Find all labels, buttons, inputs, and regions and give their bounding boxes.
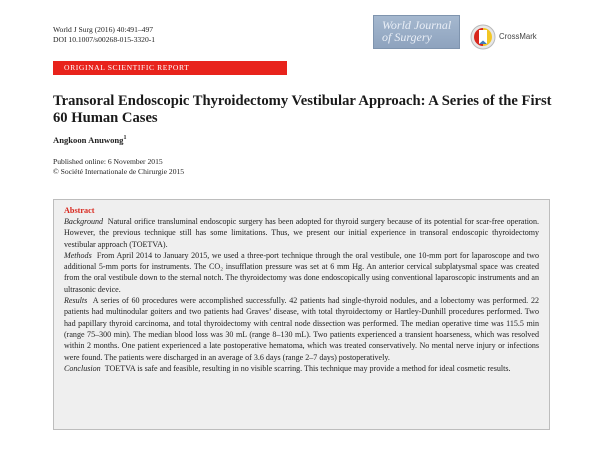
- article-type-banner: ORIGINAL SCIENTIFIC REPORT: [53, 61, 287, 75]
- published-date: Published online: 6 November 2015: [53, 157, 163, 166]
- copyright-line: © Société Internationale de Chirurgie 2015: [53, 167, 185, 176]
- citation-block: [53, 25, 155, 45]
- article-title: Transoral Endoscopic Thyroidectomy Vestibular Approach: A Series of the First 60 Human Cases: [53, 93, 552, 126]
- abstract-conclusion: [64, 363, 539, 374]
- crossmark-icon: [470, 24, 496, 50]
- crossmark-label: CrossMark: [499, 32, 537, 41]
- conclusion-label: Conclusion: [64, 363, 101, 373]
- abstract-methods: [64, 250, 539, 295]
- journal-citation: World J Surg (2016) 40:491–497: [53, 25, 154, 34]
- author-line: [53, 135, 126, 145]
- abstract-heading: Abstract: [64, 206, 95, 215]
- journal-logo: [373, 15, 460, 49]
- results-label: Results: [64, 296, 88, 306]
- journal-logo-text: World Journal of Surgery: [382, 18, 452, 44]
- abstract-results: [64, 295, 539, 363]
- methods-label: Methods: [64, 250, 92, 260]
- methods-text: From April 2014 to January 2015, we used a three-port technique through the oral vestibule, one 10-mm port for laparoscope and two additional 5-mm ports for instruments. The CO₂ insufflation pressure was set at 6 mm Hg. An anterior cervical subplatysmal space was created from the oral vestibule down to the sternal notch. The thyroidectomy was done endoscopically using conventional laparoscopic instruments and an ultrasonic device.: [64, 250, 539, 294]
- conclusion-text: TOETVA is safe and feasible, resulting in no visible scarring. This technique may provide a method for ideal cosmetic results.: [104, 363, 511, 373]
- doi[interactable]: DOI 10.1007/s00268-015-3320-1: [53, 35, 156, 44]
- background-label: Background: [64, 217, 104, 226]
- publication-info: [53, 157, 184, 177]
- background-text: Natural orifice transluminal endoscopic surgery has been adopted for thyroid surgery because of its potential for scar-free operation. However, the previous technique still has some limitations. Thus, we present our initial experience in transoral endoscopic thyroidectomy vestibular approach (TOETVA).: [64, 217, 539, 249]
- results-text: A series of 60 procedures were accomplished successfully. 42 patients had single-thyroid nodules, and a lobectomy was performed. 22 patients had multinodular goiters and two patients had Graves’ disease, with total thyroidectomy or Hartley-Dunhill procedures performed. Two had papillary thyroid carcinoma, and total thyroidectomy with central node dissection was performed. The median operative time was 115.5 min (range 75–300 min). The median blood loss was 30 mL (range 8–130 mL). Two patients experienced a transient hoarseness, which was resolved within 2 months. One patient experienced a late postoperative hematoma, which was treated conservatively. No mental nerve injury or infections were found. The patients were discharged in an average of 3.6 days (range 2–7 days) postoperatively.: [64, 296, 539, 362]
- affiliation-mark: 1: [123, 135, 127, 142]
- abstract-background: [64, 216, 539, 250]
- abstract-box: [53, 199, 550, 430]
- author-name[interactable]: Angkoon Anuwong: [53, 135, 124, 145]
